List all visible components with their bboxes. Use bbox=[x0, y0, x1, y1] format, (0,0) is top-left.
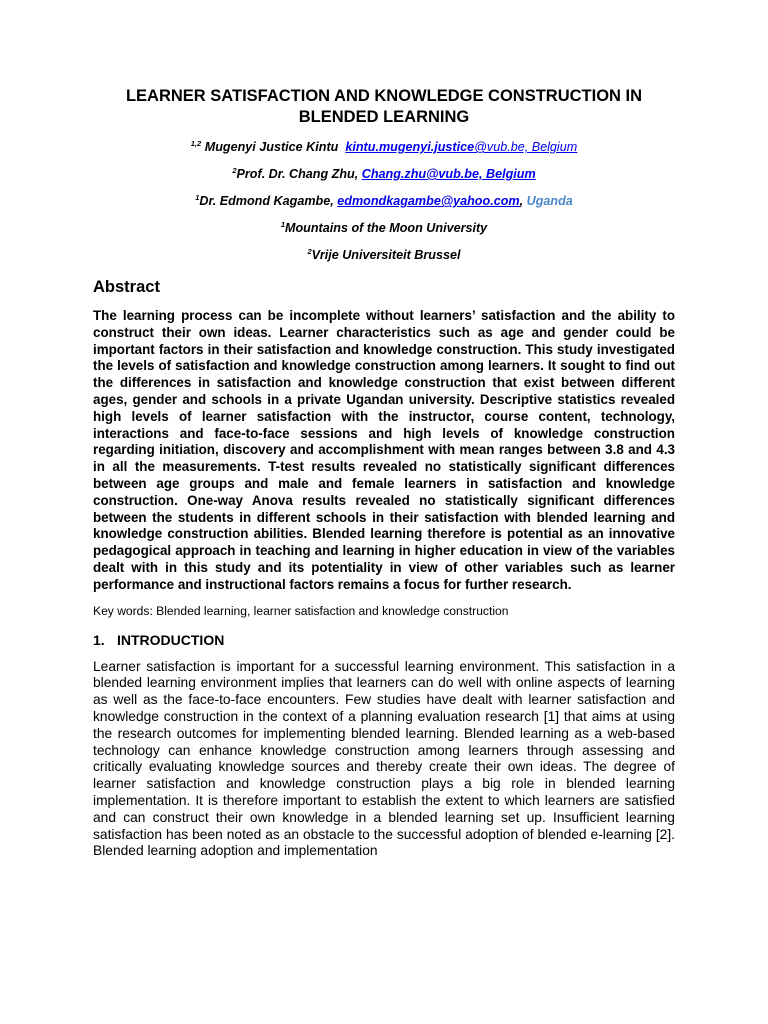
author-1-email-user[interactable]: kintu.mugenyi.justice bbox=[345, 140, 475, 154]
author-1-email-link[interactable] bbox=[345, 140, 577, 154]
author-2 bbox=[93, 167, 675, 182]
author-2-superscript: 2 bbox=[232, 165, 237, 175]
affiliation-1 bbox=[93, 221, 675, 236]
author-3-superscript: 1 bbox=[195, 192, 200, 202]
section-number: 1. bbox=[93, 631, 105, 648]
author-1 bbox=[93, 140, 675, 155]
title-line-2: BLENDED LEARNING bbox=[298, 108, 470, 126]
author-2-email-link[interactable]: Chang.zhu@vub.be, Belgium bbox=[361, 167, 536, 181]
author-1-superscript: 1,2 bbox=[190, 138, 202, 148]
keywords: Key words: Blended learning, learner satisfaction and knowledge construction bbox=[93, 603, 509, 618]
introduction-text: Learner satisfaction is important for a successful learning environment. This satisfaction in a blended learning environment implies that learners can do well with online aspects of learning as well as the face-to-face encounters. Few studies have dealt with learner satisfaction and knowledge construction in the context of a planning evaluation research [1] that aims at using the research outcomes for implementing blended learning. Blended learning as a web-based technology can enhance knowledge construction among learners through assessing and critically evaluating knowledge sources and thereby create their own ideas. The degree of learner satisfaction and knowledge construction plays a big role in blended learning implementation. It is therefore important to establish the extent to which learners are satisfied and can construct their own knowledge in a blended learning set up. Insufficient learning satisfaction has been noted as an obstacle to the successful adoption of blended e-learning [2]. Blended learning adoption and implementation bbox=[93, 658, 675, 859]
paper-page bbox=[93, 86, 675, 860]
author-3-name: Dr. Edmond Kagambe, bbox=[199, 194, 338, 208]
author-3 bbox=[93, 194, 675, 209]
affiliation-2 bbox=[93, 248, 675, 263]
author-2-name: Prof. Dr. Chang Zhu, bbox=[236, 167, 362, 181]
author-1-name: Mugenyi Justice Kintu bbox=[204, 140, 339, 154]
author-1-email-rest[interactable]: @vub.be, Belgium bbox=[474, 140, 578, 154]
author-3-email-link[interactable]: edmondkagambe@yahoo.com bbox=[337, 194, 520, 208]
abstract-heading: Abstract bbox=[93, 278, 160, 296]
author-3-country: Uganda bbox=[526, 194, 573, 208]
affiliation-2-superscript: 2 bbox=[307, 246, 312, 256]
abstract-text: The learning process can be incomplete without learners’ satisfaction and the ability to construct their own ideas. Learner characteristics such as age and gender could be important factors in their satisfaction and knowledge construction. This study investigated the levels of satisfaction and knowledge construction among learners. It sought to find out the differences in satisfaction and knowledge construction that exist between different ages, gender and schools in a private Ugandan university. Descriptive statistics revealed high levels of learner satisfaction with the instructor, course content, technology, interactions and face-to-face sessions and high levels of knowledge construction regarding initiation, discovery and accomplishment with mean ranges between 3.8 and 4.3 in all the measurements. T-test results revealed no statistically significant differences between age groups and male and female learners in satisfaction and knowledge construction. One-way Anova results revealed no statistically significant differences between the students in different schools in their satisfaction with blended learning and knowledge construction abilities. Blended learning therefore is potential as an innovative pedagogical approach in teaching and learning in higher education in view of the variables dealt with in this study and its potentiality in view of other variables such as learner performance and instructional factors remains a focus for further research. bbox=[93, 308, 675, 592]
affiliation-1-superscript: 1 bbox=[280, 219, 285, 229]
title-line-1: LEARNER SATISFACTION AND KNOWLEDGE CONSTRUCTION IN bbox=[125, 87, 643, 105]
affiliation-1-name: Mountains of the Moon University bbox=[284, 221, 488, 235]
section-heading-introduction bbox=[93, 631, 675, 649]
section-title: INTRODUCTION bbox=[117, 631, 225, 648]
affiliation-2-name: Vrije Universiteit Brussel bbox=[311, 248, 461, 262]
paper-title bbox=[93, 86, 675, 128]
author-3-separator: , bbox=[519, 194, 527, 208]
